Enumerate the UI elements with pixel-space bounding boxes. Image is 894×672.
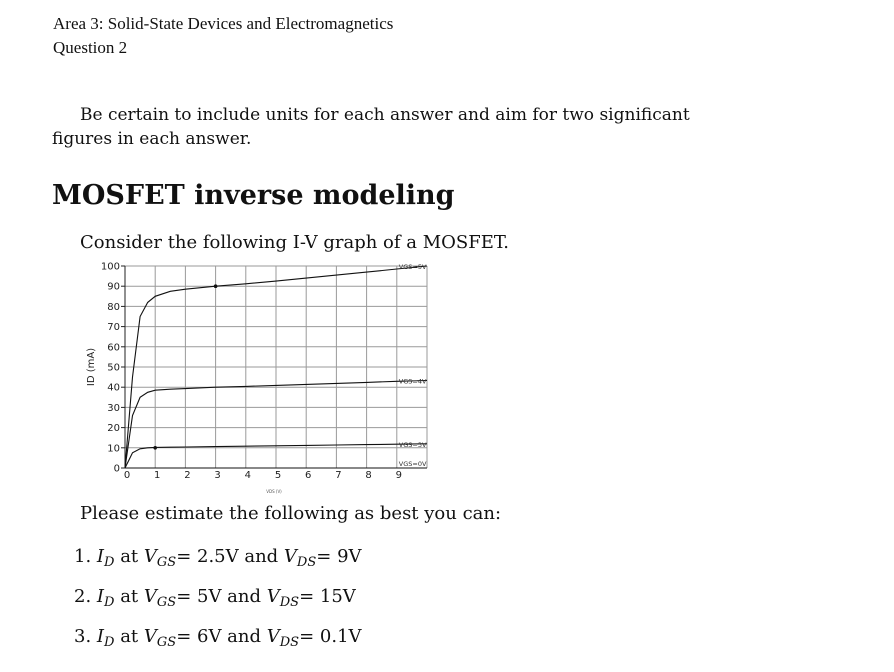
vgs-value: 2.5V [197, 546, 239, 567]
vds-value: 15V [319, 586, 356, 607]
id-symbol: I [96, 586, 105, 607]
section-heading: MOSFET inverse modeling [52, 180, 455, 211]
y-tick-label: 100 [100, 261, 120, 273]
question-number-label: 1. [74, 546, 97, 567]
and-word: and [221, 586, 267, 607]
y-tick-label: 20 [107, 423, 120, 435]
data-point [153, 446, 157, 450]
at-word: at [114, 546, 144, 567]
question-item-1 [74, 546, 362, 570]
equals-sign: = [299, 626, 320, 647]
vgs-symbol: V [143, 626, 157, 647]
vgs-symbol: V [143, 546, 157, 567]
prompt-text: Please estimate the following as best you can: [80, 503, 502, 524]
equals-sign: = [316, 546, 338, 567]
id-subscript: D [104, 635, 115, 650]
equals-sign: = [176, 586, 197, 607]
equals-sign: = [176, 626, 197, 647]
vds-value: 9V [337, 546, 362, 567]
question-item-3 [74, 626, 362, 650]
series-label: VGS=5V [398, 263, 427, 271]
vds-subscript: DS [296, 555, 317, 570]
vds-symbol: V [266, 626, 280, 647]
y-tick-label: 70 [107, 322, 120, 334]
vds-symbol: V [283, 546, 297, 567]
series-label: VGS=4V [398, 377, 427, 386]
question-number: Question 2 [53, 38, 128, 57]
y-tick-label: 0 [113, 463, 120, 475]
y-tick-label: 90 [107, 281, 120, 293]
x-tick-label: 2 [184, 470, 191, 481]
x-tick-label: 7 [335, 470, 342, 481]
x-tick-label: 3 [214, 470, 221, 481]
vds-subscript: DS [279, 595, 300, 610]
at-word: at [114, 626, 144, 647]
iv-chart [80, 256, 460, 498]
y-tick-label: 30 [107, 402, 120, 414]
vds-symbol: V [266, 586, 280, 607]
question-number-label: 2. [74, 586, 97, 607]
x-tick-label: 5 [274, 470, 282, 481]
y-tick-label: 50 [107, 362, 120, 374]
vgs-subscript: GS [156, 555, 177, 570]
y-tick-label: 60 [107, 342, 120, 354]
iv-chart-svg [80, 256, 460, 498]
id-symbol: I [96, 546, 105, 567]
x-tick-label: 9 [395, 470, 402, 481]
y-tick-label: 10 [107, 443, 120, 455]
vds-subscript: DS [279, 635, 300, 650]
vgs-subscript: GS [156, 595, 177, 610]
and-word: and [221, 626, 267, 647]
series-label: VGS=0V [398, 460, 427, 468]
question-item-2 [74, 586, 356, 610]
x-tick-label: 6 [305, 470, 312, 481]
x-tick-label: 0 [123, 470, 131, 481]
and-word: and [238, 546, 284, 567]
x-axis-label: VDS (V) [266, 489, 282, 494]
vgs-symbol: V [143, 586, 157, 607]
x-tick-label: 1 [154, 470, 161, 481]
x-tick-label: 4 [244, 470, 251, 481]
at-word: at [114, 586, 144, 607]
data-point [214, 284, 218, 288]
intro-text: Consider the following I-V graph of a MOSFET. [80, 232, 509, 253]
question-number-label: 3. [74, 626, 97, 647]
vgs-value: 6V [197, 626, 222, 647]
vds-value: 0.1V [319, 626, 362, 647]
equals-sign: = [176, 546, 197, 567]
equals-sign: = [299, 586, 320, 607]
id-subscript: D [104, 595, 115, 610]
instructions-paragraph: Be certain to include units for each answer and aim for two significant figures in each answer. [52, 105, 690, 149]
y-axis-label: ID (mA) [86, 347, 97, 387]
id-subscript: D [104, 555, 115, 570]
area-title: Area 3: Solid-State Devices and Electromagnetics [53, 14, 394, 33]
vgs-value: 5V [197, 586, 222, 607]
series-label: VGS=3V [398, 440, 427, 449]
vgs-subscript: GS [156, 635, 177, 650]
x-tick-label: 8 [365, 470, 372, 481]
y-tick-label: 40 [107, 382, 120, 394]
y-tick-label: 80 [107, 301, 120, 313]
id-symbol: I [96, 626, 105, 647]
